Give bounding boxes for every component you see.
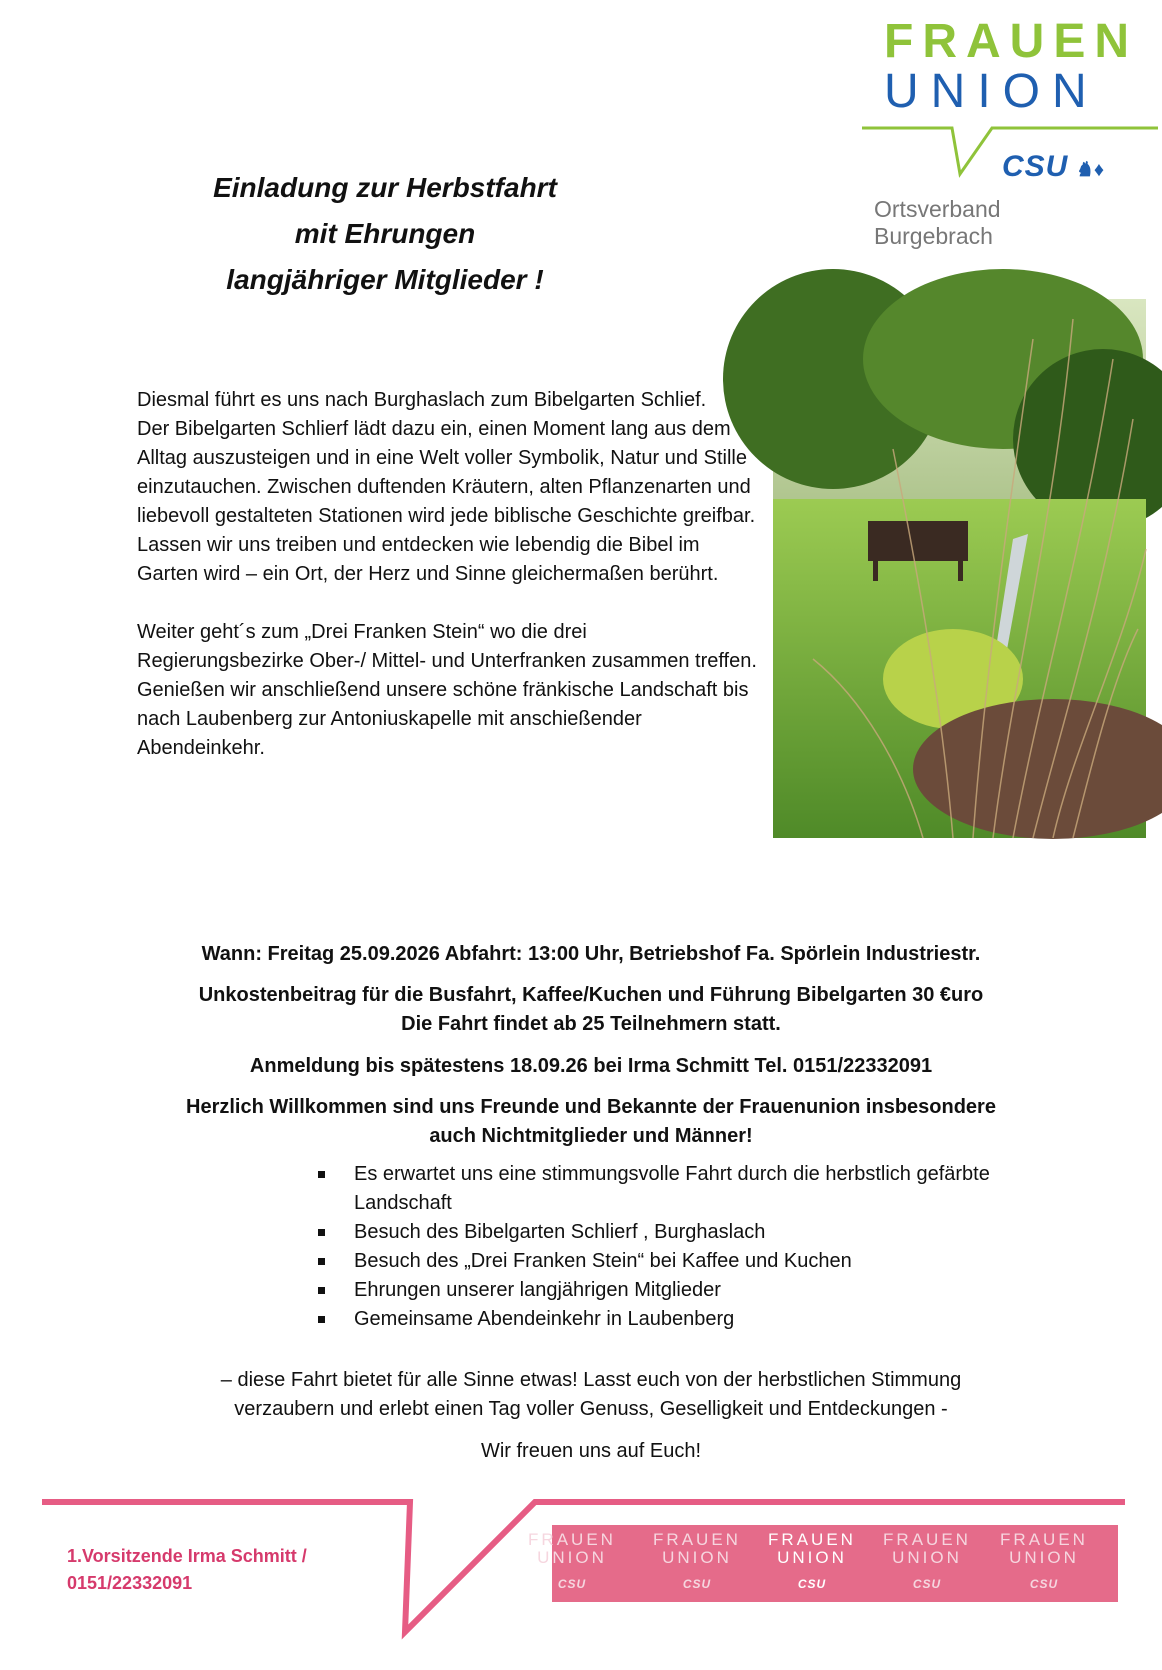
details-registration: Anmeldung bis spätestens 18.09.26 bei Irma Schmitt Tel. 0151/22332091 bbox=[249, 1055, 933, 1077]
closing-text: – diese Fahrt bietet für alle Sinne etwas! Lasst euch von der herbstlichen Stimmung verzaubern und erlebt einen Tag voller Genuss, Geselligkeit und Entdeckungen - bbox=[220, 1369, 962, 1420]
banner-logo: FRAUEN UNION CSU bbox=[653, 1530, 741, 1591]
garden-photo bbox=[773, 299, 1146, 838]
logo-frauen: FRAUEN bbox=[884, 15, 1138, 68]
intro-paragraph-2: Der Bibelgarten Schlierf lädt dazu ein, einen Moment lang aus dem Alltag auszusteigen und in eine Welt voller Symbolik, Natur und Stille einzutauchen. Zwischen duftenden Kräutern, alten Pflanzenarten und liebevoll gestalteten Stationen wird jede biblische Geschichte greifbar. Lassen wir uns treiben und entdecken wie lebendig die Bibel im Garten wird – ein Ort, der Herz und Sinne gleichermaßen berührt. bbox=[137, 418, 756, 585]
intro-paragraph-4: Genießen wir anschließend unsere schöne fränkische Landschaft bis nach Laubenberg zur Antoniuskapelle mit anschießender Abendeinkehr. bbox=[137, 679, 749, 759]
highlights-list bbox=[318, 1160, 1058, 1334]
details-cost: Unkostenbeitrag für die Busfahrt, Kaffee/Kuchen und Führung Bibelgarten 30 €uro Die Fahrt findet ab 25 Teilnehmern statt. bbox=[198, 984, 984, 1035]
footer-contact: 1.Vorsitzende Irma Schmitt / 0151/22332091 bbox=[67, 1546, 307, 1593]
list-item: Es erwartet uns eine stimmungsvolle Fahrt durch die herbstlich gefärbte Landschaft bbox=[318, 1160, 1058, 1218]
closing-greeting: Wir freuen uns auf Euch! bbox=[480, 1440, 702, 1462]
list-item: Gemeinsame Abendeinkehr in Laubenberg bbox=[318, 1305, 1058, 1334]
logo-csu: CSU ♞♦ bbox=[1002, 150, 1106, 183]
banner-logo: FRAUEN UNION CSU bbox=[1000, 1530, 1088, 1591]
banner-logo: FRAUEN UNION CSU bbox=[768, 1530, 856, 1591]
footer-logo-banner bbox=[528, 1525, 1118, 1602]
intro-paragraph-3: Weiter geht´s zum „Drei Franken Stein“ wo die drei Regierungsbezirke Ober-/ Mittel- und Unterfranken zusammen treffen. bbox=[137, 621, 757, 672]
list-item: Ehrungen unserer langjährigen Mitglieder bbox=[318, 1276, 1058, 1305]
banner-logo: FRAUEN UNION CSU bbox=[528, 1530, 616, 1591]
details-when: Wann: Freitag 25.09.2026 Abfahrt: 13:00 Uhr, Betriebshof Fa. Spörlein Industriestr. bbox=[201, 943, 981, 965]
logo-union: UNION bbox=[884, 65, 1099, 118]
page-title: Einladung zur Herbstfahrt mit Ehrungen langjähriger Mitglieder ! bbox=[213, 172, 557, 295]
intro-paragraph-1: Diesmal führt es uns nach Burghaslach zum Bibelgarten Schlief. bbox=[137, 389, 707, 411]
list-item: Besuch des Bibelgarten Schlierf , Burghaslach bbox=[318, 1218, 1058, 1247]
csu-lion-icon: ♞♦ bbox=[1068, 159, 1106, 181]
list-item: Besuch des „Drei Franken Stein“ bei Kaffee und Kuchen bbox=[318, 1247, 1058, 1276]
banner-logo: FRAUEN UNION CSU bbox=[883, 1530, 971, 1591]
intro-text bbox=[137, 386, 757, 763]
ortsverband-label: Ortsverband Burgebrach bbox=[874, 196, 1001, 249]
details-welcome: Herzlich Willkommen sind uns Freunde und Bekannte der Frauenunion insbesondere auch Nichtmitglieder und Männer! bbox=[186, 1096, 996, 1147]
